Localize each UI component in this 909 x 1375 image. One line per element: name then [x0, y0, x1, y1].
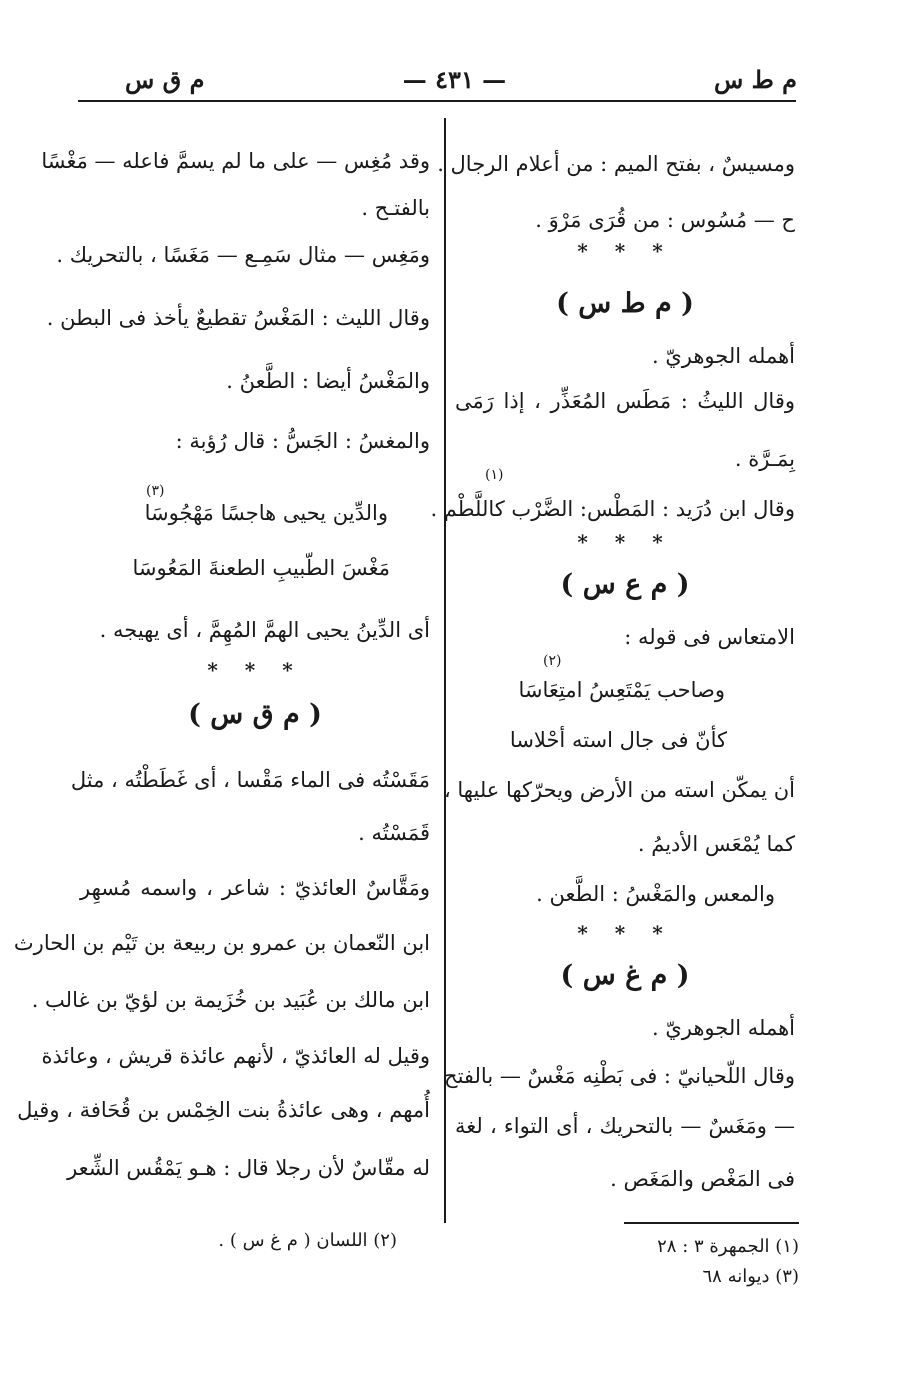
footnote-2: (٢) اللسان ( م غ س ) .	[218, 1230, 397, 1251]
footnote-1: (١) الجمهرة ٣ : ٢٨	[657, 1236, 799, 1257]
entry-line: مَقَسْتُه فى الماء مَقْسا ، أى غَطَطْتُه ، مثل	[70, 768, 430, 792]
footnote-3: (٣) ديوانه ٦٨	[702, 1266, 799, 1287]
entry-line: وقال اللّحيانيّ : فى بَطْنِه مَغْسٌ — بالفتح	[444, 1064, 795, 1088]
entry-line: أهمله الجوهريّ .	[651, 344, 795, 368]
verse-line: كأنّ فى جال استه أحْلاسا	[509, 728, 727, 752]
entry-line: أُمهم ، وهى عائذةُ بنت الخِمْس بن قُحَافة ، وقيل	[17, 1098, 430, 1122]
entry-line: وقيل له العائذيّ ، لأنهم عائذة قريش ، وعائذة	[41, 1044, 430, 1068]
root-heading: ( م ع س )	[560, 569, 690, 600]
running-head-left-root: م ق س	[125, 65, 205, 94]
entry-line: كما يُمْعَس الأديمُ .	[637, 832, 795, 856]
header-rule	[78, 100, 796, 102]
page-number: — ٤٣١ —	[402, 65, 507, 94]
entry-line: له مقّاسٌ لأن رجلا قال : هـو يَمْقُس الشِّعر	[67, 1156, 430, 1180]
footnote-ref: (١)	[485, 467, 504, 483]
entry-line: بالفتـح .	[361, 196, 430, 220]
entry-line: وقال ابن دُرَيد : المَطْس: الضَّرْب كاللَّطْم .	[430, 497, 795, 521]
section-separator: * * *	[577, 239, 673, 263]
entry-line: فى المَغْص والمَغَص .	[610, 1167, 795, 1191]
entry-line: — ومَغَسٌ — بالتحريك ، أى التواء ، لغة	[455, 1114, 795, 1138]
entry-line: بِمَـرَّة .	[734, 447, 795, 471]
section-separator: * * *	[577, 530, 673, 554]
running-head-right-root: م ط س	[713, 65, 797, 94]
entry-line: وقال الليث : المَغْسُ تقطيعٌ يأخذ فى البطن .	[46, 306, 430, 330]
root-heading: ( م غ س )	[560, 960, 690, 991]
footnote-ref: (٣)	[146, 483, 165, 499]
verse-line: والدِّين يحيى هاجسًا مَهْجُوسَا	[144, 501, 388, 525]
root-heading: ( م ق س )	[188, 699, 322, 730]
verse-line: مَغْسَ الطّبيبِ الطعنةَ المَعُوسَا	[132, 556, 390, 580]
footnote-ref: (٢)	[543, 653, 562, 669]
entry-line: ومَغِس — مثال سَمِـع — مَغَسًا ، بالتحريك .	[56, 243, 430, 267]
entry-line: أهمله الجوهريّ .	[651, 1016, 795, 1040]
entry-line: ابن مالك بن عُبَيد بن خُزَيمة بن لؤيّ بن غالب .	[31, 988, 430, 1012]
entry-line: أى الدِّينُ يحيى الهمَّ المُهِمَّ ، أى يهيجه .	[99, 618, 430, 642]
entry-line: ومَقَّاسٌ العائذيّ : شاعر ، واسمه مُسهِر	[80, 876, 430, 900]
entry-line: وقال الليثُ : مَطَس المُعَذِّر ، إذا رَمَى	[455, 389, 795, 413]
section-separator: * * *	[577, 921, 673, 945]
entry-line: والمَغْسُ أيضا : الطَّعنُ .	[226, 369, 430, 393]
entry-line: ح — مُسُوس : من قُرَى مَرْوَ .	[535, 208, 795, 232]
footnote-rule	[624, 1222, 799, 1224]
section-separator: * * *	[207, 658, 303, 682]
entry-line: أن يمكّن استه من الأرض ويحرّكها عليها ،	[443, 778, 795, 802]
verse-line: وصاحب يَمْتَعِسُ امتِعَاسَا	[518, 678, 725, 702]
entry-line: ومسيسٌ ، بفتح الميم : من أعلام الرجال .	[437, 152, 795, 176]
entry-line: ابن النّعمان بن عمرو بن ربيعة بن تَيْم بن الحارث	[13, 931, 430, 955]
entry-line: والمعس والمَغْسُ : الطَّعن .	[536, 882, 775, 906]
entry-line: قَمَسْتُه .	[358, 821, 430, 845]
entry-line: وقد مُغِس — على ما لم يسمَّ فاعله — مَغْسًا	[41, 149, 430, 173]
entry-line: الامتعاس فى قوله :	[624, 625, 795, 649]
root-heading: ( م ط س )	[556, 288, 694, 319]
entry-line: والمغسُ : الجَسُّ : قال رُؤبة :	[175, 429, 430, 453]
